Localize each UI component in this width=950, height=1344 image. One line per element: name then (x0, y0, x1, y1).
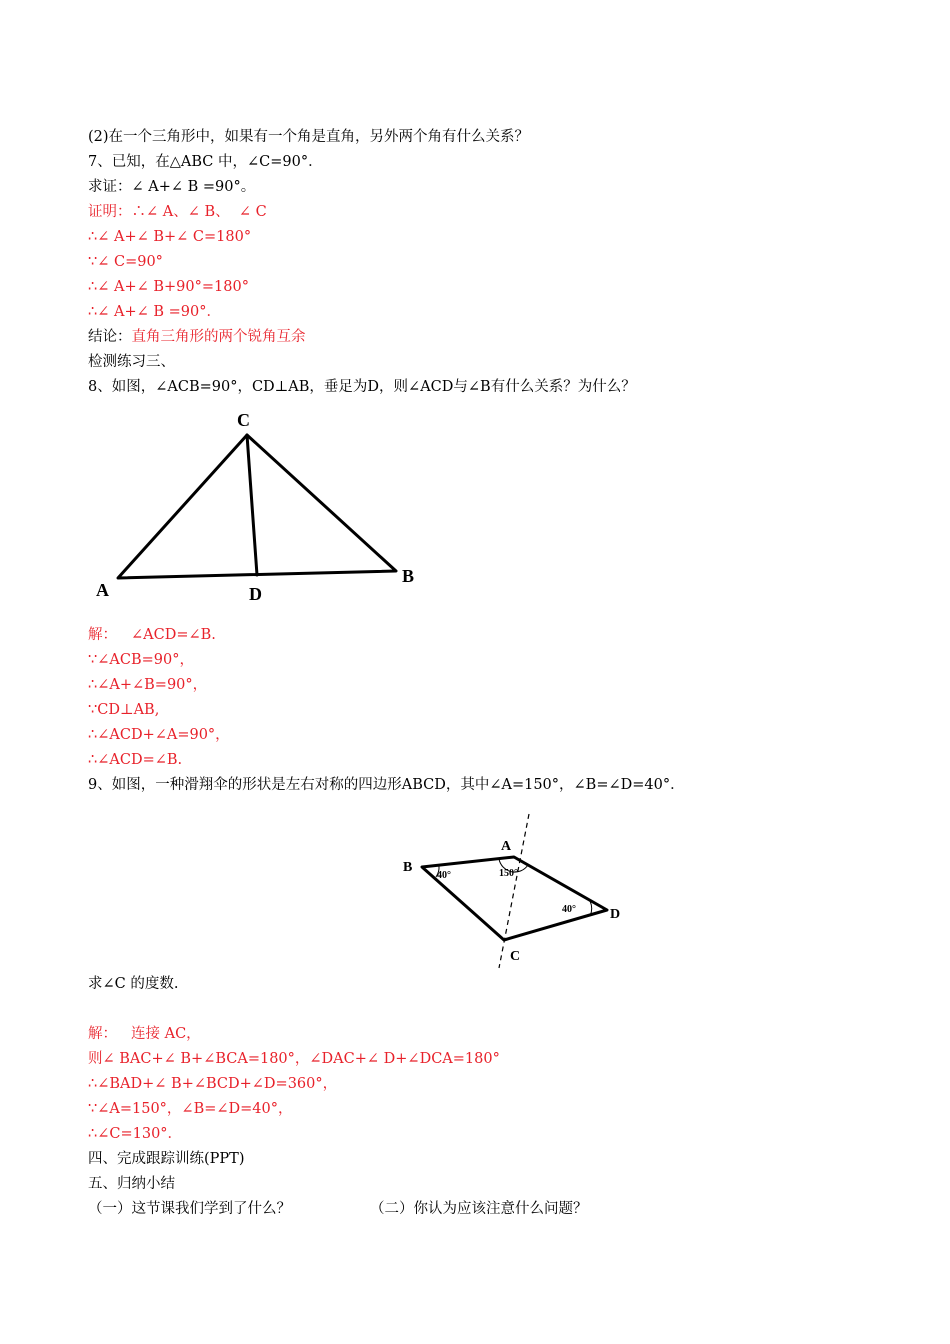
q9-answer-line: ∴∠C=130°． (88, 1126, 183, 1142)
q7-proof-line: ∴∠ A+∠ B+90°=180° (88, 279, 249, 295)
label-d: D (249, 584, 262, 604)
q7-conclusion-label: 结论： (88, 329, 132, 345)
q7-proof-first (88, 202, 267, 222)
q8-answer-line: ∵∠ACB=90°， (88, 652, 194, 668)
label-c: C (237, 410, 250, 430)
label-b: B (402, 566, 415, 586)
label-a: A (96, 580, 109, 600)
label-a: A (501, 839, 512, 854)
q7-proof-line: ∴∠ A+∠ B+∠ C=180° (88, 229, 252, 245)
triangle-figure (80, 400, 440, 610)
q7-prove: 求证：∠ A+∠ B =90°。 (88, 179, 256, 195)
question-2: (2)在一个三角形中，如果有一个角是直角，另外两个角有什么关系？ (88, 129, 530, 145)
q7-proof-line: ∵∠ C=90° (88, 254, 163, 270)
altitude-cd (247, 435, 257, 575)
q8-answer-first (88, 625, 216, 645)
summary-question-1: （一）这节课我们学到了什么？ (88, 1201, 291, 1217)
section-3-heading: 检测练习三、 (88, 354, 175, 370)
section-5-heading: 五、归纳小结 (88, 1176, 175, 1192)
kite-figure (395, 808, 635, 973)
label-d: D (610, 907, 621, 922)
q8-answer-line: ∴∠ACD+∠A=90°， (88, 727, 230, 743)
symmetry-axis (499, 814, 529, 968)
q8-answer-line: ∵CD⊥AB, (88, 702, 160, 718)
q9-answer-line: ∵∠A=150°，∠B=∠D=40°， (88, 1101, 293, 1117)
q8-answer-label: 解： (88, 627, 117, 643)
q8-answer-line: ∴∠ACD=∠B. (88, 752, 183, 768)
label-b: B (403, 860, 413, 875)
q9-answer-label: 解： (88, 1026, 117, 1042)
q8-answer-first-text: ∠ACD=∠B. (131, 627, 216, 643)
q8-stem: 8、如图，∠ACB=90°，CD⊥AB，垂足为D，则∠ACD与∠B有什么关系？为什么？ (88, 379, 636, 395)
q8-answer-line: ∴∠A+∠B=90°， (88, 677, 208, 693)
q9-answer-first (88, 1024, 201, 1044)
label-c: C (510, 949, 521, 964)
angle-a-label: 150° (499, 868, 518, 879)
section-4-heading: 四、完成跟踪训练(PPT) (88, 1151, 245, 1167)
q9-answer-line: ∴∠BAD+∠ B+∠BCD+∠D=360°， (88, 1076, 338, 1092)
q7-proof-label: 证明： (88, 204, 132, 220)
angle-b-label: 40° (437, 870, 451, 881)
q9-answer-first-text: 连接 AC， (131, 1026, 201, 1042)
angle-d-label: 40° (562, 904, 576, 915)
q9-answer-line: 则∠ BAC+∠ B+∠BCA=180°，∠DAC+∠ D+∠DCA=180° (88, 1051, 500, 1067)
q7-conclusion-text: 直角三角形的两个锐角互余 (131, 329, 306, 345)
q9-ask: 求∠C 的度数. (88, 976, 179, 992)
summary-question-2: （二）你认为应该注意什么问题？ (370, 1201, 588, 1217)
q9-stem: 9、如图，一种滑翔伞的形状是左右对称的四边形ABCD，其中∠A=150°，∠B=∠D=40°． (88, 777, 685, 793)
q7-proof-first-text: ∴∠ A、∠ B、 ∠ C (131, 204, 267, 220)
q7-stem: 7、已知，在△ABC 中，∠C=90°． (88, 154, 323, 170)
q7-proof-line: ∴∠ A+∠ B =90°． (88, 304, 221, 320)
q7-conclusion (88, 327, 306, 347)
